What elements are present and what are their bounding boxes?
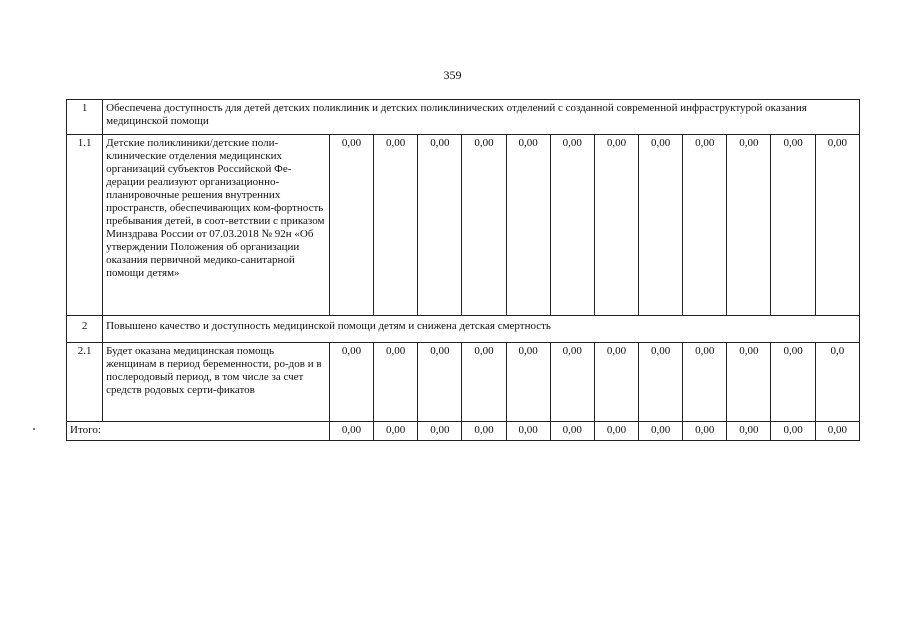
value-cell: 0,00 <box>550 135 594 316</box>
value-cell: 0,0 <box>815 343 859 422</box>
total-value-cell: 0,00 <box>771 422 815 441</box>
total-value-cell: 0,00 <box>506 422 550 441</box>
section-row <box>67 100 860 135</box>
table-body <box>67 100 860 441</box>
value-cell: 0,00 <box>418 135 462 316</box>
value-cell: 0,00 <box>771 135 815 316</box>
section-title: Повышено качество и доступность медицинской помощи детям и снижена детская смертность <box>103 316 860 343</box>
value-cell: 0,00 <box>727 135 771 316</box>
item-description: Будет оказана медицинская помощь женщинам в период беременности, ро-дов и в послеродовый период, в том числе за счет средств родовых серти-фикатов <box>103 343 330 422</box>
item-number: 2.1 <box>67 343 103 422</box>
total-value-cell: 0,00 <box>462 422 506 441</box>
item-row <box>67 135 860 316</box>
section-number: 1 <box>67 100 103 135</box>
value-cell: 0,00 <box>683 135 727 316</box>
total-value-cell: 0,00 <box>639 422 683 441</box>
item-description: Детские поликлиники/детские поли-клинические отделения медицинских организаций субъектов Российской Фе-дерации реализуют организационно-планировочные решения внутренних пространств, обеспечивающих ком-фортность пребывания детей, в соот-ветствии с приказом Минздрава России от 07.03.2018 № 92н «Об утверждении Положения об организации оказания первичной медико-санитарной помощи детям» <box>103 135 330 316</box>
value-cell: 0,00 <box>506 343 550 422</box>
total-row <box>67 422 860 441</box>
value-cell: 0,00 <box>815 135 859 316</box>
value-cell: 0,00 <box>418 343 462 422</box>
budget-table <box>66 99 860 441</box>
total-value-cell: 0,00 <box>683 422 727 441</box>
value-cell: 0,00 <box>727 343 771 422</box>
page-number: 359 <box>443 68 462 82</box>
value-cell: 0,00 <box>594 135 638 316</box>
value-cell: 0,00 <box>329 343 373 422</box>
value-cell: 0,00 <box>639 135 683 316</box>
total-value-cell: 0,00 <box>550 422 594 441</box>
value-cell: 0,00 <box>329 135 373 316</box>
value-cell: 0,00 <box>374 343 418 422</box>
value-cell: 0,00 <box>594 343 638 422</box>
total-value-cell: 0,00 <box>418 422 462 441</box>
value-cell: 0,00 <box>462 135 506 316</box>
total-value-cell: 0,00 <box>815 422 859 441</box>
item-row <box>67 343 860 422</box>
total-value-cell: 0,00 <box>374 422 418 441</box>
section-number: 2 <box>67 316 103 343</box>
value-cell: 0,00 <box>374 135 418 316</box>
value-cell: 0,00 <box>771 343 815 422</box>
section-row <box>67 316 860 343</box>
scan-artifact <box>33 428 35 430</box>
item-number: 1.1 <box>67 135 103 316</box>
value-cell: 0,00 <box>462 343 506 422</box>
section-title: Обеспечена доступность для детей детских поликлиник и детских поликлинических отделений с созданной современной инфраструктурой оказания медицинской помощи <box>103 100 860 135</box>
value-cell: 0,00 <box>639 343 683 422</box>
total-value-cell: 0,00 <box>329 422 373 441</box>
total-label: Итого: <box>67 422 330 441</box>
value-cell: 0,00 <box>683 343 727 422</box>
value-cell: 0,00 <box>506 135 550 316</box>
value-cell: 0,00 <box>550 343 594 422</box>
total-value-cell: 0,00 <box>594 422 638 441</box>
total-value-cell: 0,00 <box>727 422 771 441</box>
